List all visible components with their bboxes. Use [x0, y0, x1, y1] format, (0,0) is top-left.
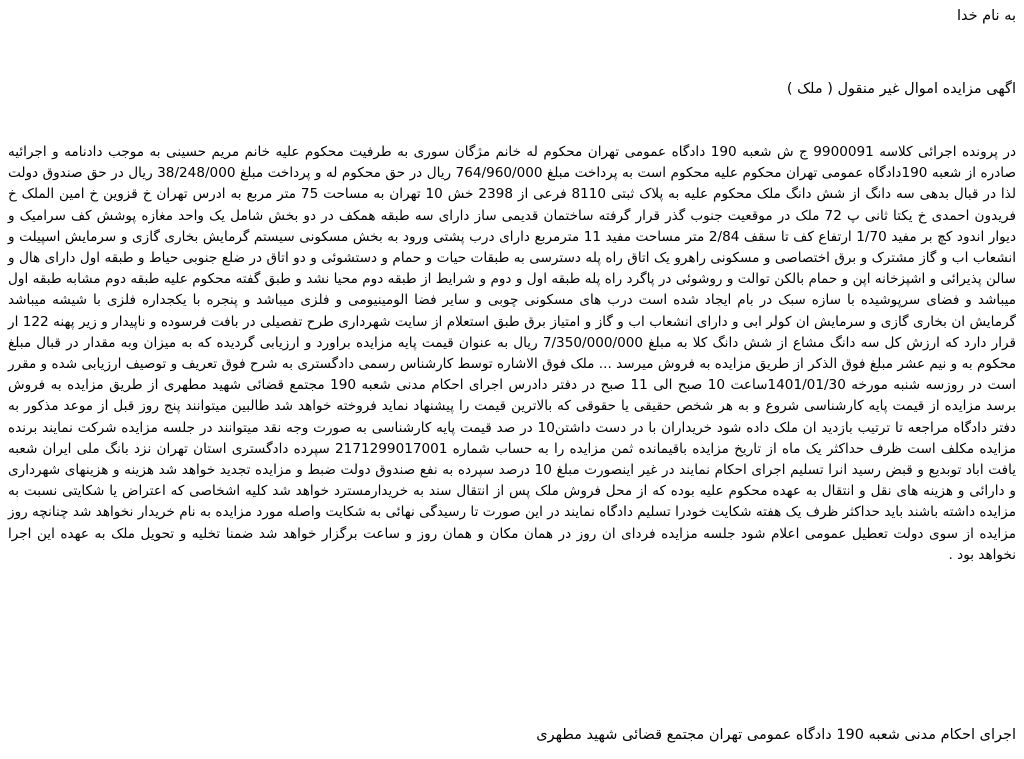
document-heading: به نام خدا [956, 8, 1016, 24]
issuer-signature: اجرای احکام مدنی شعبه 190 دادگاه عمومی تهران مجتمع قضائی شهید مطهری [536, 727, 1016, 743]
notice-body: در پرونده اجرائی کلاسه 9900091 ج ش شعبه 190 دادگاه عمومی تهران محکوم له خانم مژگان سوری به طرفیت محکوم علیه خانم مریم حسینی به موجب دادنامه و اجرائیه صادره از شعبه 190دادگاه عمومی تهران محکوم علیه محکوم است به پرداخت مبلغ 764/960/000 ریال در حق محکوم له و پرداخت مبلغ 38/248/000 ریال در حق صندوق دولت لذا در قبال بدهی سه دانگ از شش دانگ ملک محکوم علیه به پلاک ثبتی 8110 فرعی از 2398 خش 10 تهران به مساحت 75 متر مربع به ادرس تهران خ قزوین خ امین الملک خ فریدون احمدی خ یکتا ثانی پ 72 ملک در موقعیت جنوب گذر قرار گرفته ساختمان قدیمی ساز دارای سه طبقه همکف در دو بخش شامل یک واحد مغازه پوشش کف سرامیک و دیوار اندود کچ بر مفید 1/70 ارتفاع کف تا سقف 2/84 متر مساحت مفید 11 مترمربع دارای درب پشتی ورود به بخش مسکونی سیستم گرمایش بخاری گازی و سرمایش اسپیلت و انشعاب اب و گاز مشترک و برق اختصاصی و مسکونی راهرو یک اتاق راه پله دسترسی به طبقات حیات و حمام و دستشوئی و دو اتاق در ضلع جنوبی حیاط و طبقه اول دارای هال و سالن پذیرائی و اشپزخانه اپن و حمام بالکن توالت و روشوئی در پاگرد راه پله طبقه اول و دوم و شرایط از طبقه دوم محیا نشد و طبق گفته محکوم علیه طبقه دوم مشابه طبقه اول میباشد و فضای سرپوشیده با سازه سبک در بام ایجاد شده است درب های مسکونی چوبی و سایر فضا الومینیومی و فلزی میباشد و پنجره با یکجداره فلزی با شیشه میباشد گرمایش ان بخاری گازی و سرمایش ان کولر ابی و دارای انشعاب اب و گاز و امتیاز برق طبق استعلام از سایت شهرداری طرح تفصیلی در بافت فرسوده و ناپیدار و زیر پهنه 122 ار قرار دارد که ارزش کل سه دانگ مشاع از شش دانگ کلا به مبلغ 7/350/000/000 ریال به عنوان قیمت پایه مزایده براورد و ارزیابی گردیده که به میزان وبه مقدار در قبال مبلغ محکوم به و نیم عشر مبلغ فوق الذکر از طریق مزایده به فروش میرسد ... ملک فوق الاشاره توسط کارشناس رسمی دادگستری به شرح فوق تعریف و توصیف ارزیابی شده و مقرر است در روزسه شنبه مورخه 1401/01/30ساعت 10 صبح الی 11 صبح در دفتر دادرس اجرای احکام مدنی شعبه 190 مجتمع قضائی شهید مطهری از طریق مزایده به فروش برسد مزایده از قیمت پایه کارشناسی شروع و به هر شخص حقیقی یا حقوقی که بالاترین قیمت را پیشنهاد نماید فروخته خواهد شد طالبین میتوانند پنج روز قبل از موعد مذکور به دفتر دادگاه مراجعه تا ترتیب بازدید ان ملک داده شود خریداران با در دست داشتن10 در صد قیمت پایه کارشناسی به صورت وجه نقد میتوانند در جلسه مزایده شرکت نمایند برنده مزایده مکلف است ظرف حداکثر یک ماه از تاریخ مزایده باقیمانده ثمن مزایده را به حساب شماره 2171299017001 سپرده دادگستری استان تهران نزد بانگ ملی ایران شعبه یافت اباد توبدیع و قبض رسید انرا تسلیم اجرای احکام نمایند در غیر اینصورت مبلغ 10 درصد سپرده به نفع صندوق دولت ضبط و مزایده تجدید خواهد شد هزینه و هزینهای شهرداری و دارائی و هزینه های نقل و انتقال به عهده محکوم علیه بوده که از محل فروش ملک پس از انتقال سند به خریدارمسترد خواهد شد کلیه اشخاصی که اعتراض یا شکایتی نسبت به مزایده داشته باشند باید حداکثر ظرف یک هفته شکایت خودرا تسلیم دادگاه نمایند در این صورت تا رسیدگی نهائی به شکایت واصله مورد مزایده به نام خریدار نخواهد شد چنانچه روز مزایده از سوی دولت تعطیل عمومی اعلام شود جلسه مزایده فردای ان روز در همان مکان و همان روز و ساعت برگزار خواهد شد ضمنا تخلیه و تحویل ملک به عهده این اجرا نخواهد بود . [8, 144, 1017, 563]
notice-title: اگهی مزایده اموال غیر منقول ( ملک ) [786, 81, 1016, 97]
